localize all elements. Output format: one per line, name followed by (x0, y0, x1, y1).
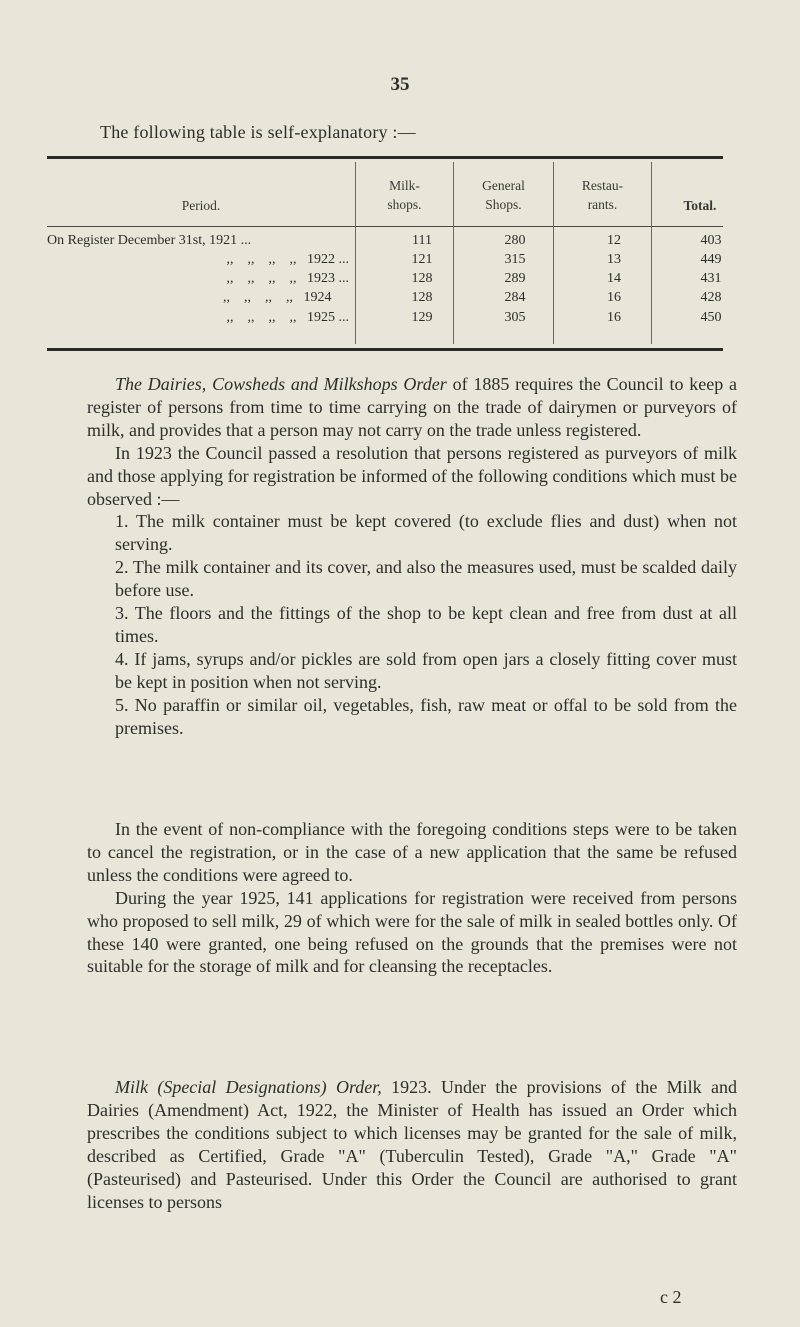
row-total: 450 (700, 310, 722, 325)
table-row (47, 233, 723, 253)
row-period: ,, ,, ,, ,, 1925 ... (226, 310, 349, 325)
condition-item: 1. The milk container must be kept covered (to exclude flies and dust) when not serving. (115, 511, 737, 555)
header-milkshops-line1: Milk- (389, 178, 420, 193)
table-row (47, 271, 723, 291)
order-title: Milk (Special Designations) Order, (115, 1077, 382, 1097)
table-row (47, 290, 723, 310)
row-general-shops: 280 (504, 233, 526, 248)
header-general-shops (454, 176, 553, 214)
paragraph (87, 373, 737, 442)
header-restaurants-line1: Restau- (581, 178, 624, 193)
table-top-rule (47, 156, 723, 159)
header-milkshops-line2: shops. (387, 197, 422, 212)
header-milkshops (356, 176, 453, 214)
header-total: Total. (683, 198, 717, 213)
row-milkshops: 111 (412, 233, 432, 248)
row-milkshops: 121 (411, 252, 433, 267)
row-milkshops: 128 (411, 271, 433, 286)
header-period: Period. (181, 198, 221, 213)
row-general-shops: 315 (504, 252, 526, 267)
paragraph: During the year 1925, 141 applications for registration were received from persons who proposed to sell milk, 29 of which were for the sale of milk in sealed bottles only. Of these 140 were granted, one being refused on the grounds that the premises were not suitable for the storage of milk and for cleansing the receptacles. (87, 887, 737, 977)
header-general-shops-line2: Shops. (485, 197, 522, 212)
order-title: The Dairies, Cowsheds and Milkshops Order (115, 374, 447, 394)
condition-item: 5. No paraffin or similar oil, vegetables, fish, raw meat or offal to be sold from the premises. (115, 694, 737, 738)
paragraph-text: of 1885 requires the Council to keep a register of persons from time to time carrying on the trade of dairymen or purveyors of milk, and provides that a person may not carry on the trade unless registered. (87, 374, 737, 440)
header-general-shops-line1: General (482, 178, 525, 193)
table-row (47, 252, 723, 272)
paragraph: In 1923 the Council passed a resolution that persons registered as purveyors of milk and those applying for registration be informed of the following conditions which must be observed :— (87, 442, 737, 509)
condition-item: 2. The milk container and its cover, and also the measures used, must be scalded daily before use. (115, 557, 737, 601)
header-restaurants (554, 176, 651, 214)
row-total: 428 (700, 290, 722, 305)
row-total: 431 (700, 271, 722, 286)
row-period: ,, ,, ,, ,, 1923 ... (226, 271, 349, 286)
dairies-order-section (87, 373, 737, 740)
row-period: On Register December 31st, 1921 ... (47, 233, 252, 248)
row-milkshops: 129 (411, 310, 433, 325)
row-period: ,, ,, ,, ,, 1924 (223, 290, 349, 305)
table-row (47, 310, 723, 330)
registration-section (87, 818, 737, 978)
row-general-shops: 284 (504, 290, 526, 305)
paragraph (87, 1076, 737, 1213)
page-number: 35 (390, 74, 410, 95)
row-milkshops: 128 (411, 290, 433, 305)
condition-item: 4. If jams, syrups and/or pickles are sold from open jars a closely fitting cover must be kept in position when not serving. (115, 648, 737, 692)
row-restaurants: 12 (607, 233, 621, 248)
paragraph-text: 1923. Under the provisions of the Milk and Dairies (Amendment) Act, 1922, the Minister of Health has issued an Order which prescribes the conditions subject to which licenses may be granted for the sale of milk, described as Certified, Grade "A" (Tuberculin Tested), Grade "A," Grade "A" (Pasteurised) and Pasteurised. Under this Order the Council are authorised to grant licenses to persons (87, 1077, 737, 1212)
condition-item: 3. The floors and the fittings of the shop to be kept clean and free from dust at all times. (115, 603, 737, 646)
table-intro: The following table is self-explanatory :— (100, 122, 416, 142)
special-designations-section (87, 1076, 737, 1213)
table-bottom-rule (47, 348, 723, 351)
row-general-shops: 305 (504, 310, 526, 325)
row-restaurants: 13 (607, 252, 621, 267)
row-total: 449 (700, 252, 722, 267)
row-period: ,, ,, ,, ,, 1922 ... (226, 252, 349, 267)
signature-mark: c 2 (660, 1287, 682, 1307)
table-header-rule (47, 226, 723, 227)
row-restaurants: 16 (607, 310, 621, 325)
header-restaurants-line2: rants. (587, 197, 618, 212)
row-general-shops: 289 (504, 271, 526, 286)
row-total: 403 (700, 233, 722, 248)
row-restaurants: 16 (607, 290, 621, 305)
paragraph: In the event of non-compliance with the foregoing conditions steps were to be taken to cancel the registration, or in the case of a new application that the same be refused unless the conditions were agreed to. (87, 819, 737, 885)
row-restaurants: 14 (607, 271, 621, 286)
